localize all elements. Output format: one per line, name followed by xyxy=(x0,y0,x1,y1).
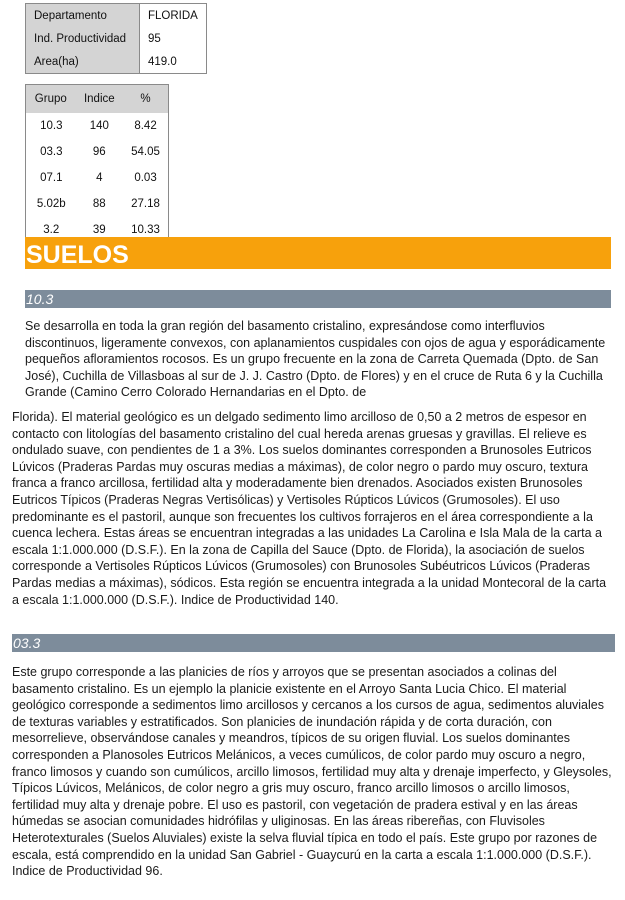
cell-grupo: 10.3 xyxy=(26,113,76,139)
group-header-03-3: 03.3 xyxy=(12,634,615,652)
cell-grupo: 5.02b xyxy=(26,191,76,217)
group-10-3-text-body: Florida). El material geológico es un delgado sedimento limo arcilloso de 0,50 a 2 metros de espesor en contacto con litologías del basamento cristalino del cual hereda arenas gruesas y gravillas. El relieve es ondulado suave, con pendientes de 1 a 3%. Los suelos dominantes corresponden a Brunosoles Eutricos Lúvicos (Praderas Pardas muy oscuras medias a máximas), de color negro o pardo muy oscuro, textura franca a franco arcillosa, fertilidad alta y moderadamente bien drenados. Asociados existen Brunosoles Eutricos Típicos (Praderas Negras Vertisólicas) y Vertisoles Rúpticos Lúvicos (Grumosoles). El uso predominante es el pastoril, aunque son frecuentes los cultivos forrajeros en el área correspondiente a la cuenca lechera. Estas áreas se encuentran integradas a las unidades La Carolina e Isla Mala de la carta a escala 1:1.000.000 (D.S.F.). En la zona de Capilla del Sauce (Dpto. de Florida), la asociación de suelos corresponde a Vertisoles Rúpticos Lúvicos (Grumosoles) con Brunosoles Subéutricos Lúvicos (Praderas Pardas medias a máximas), sódicos. Esta región se encuentra integrada a la unidad Montecoral de la carta a escala 1:1.000.000 (D.S.F.). Indice de Productividad 140. xyxy=(12,410,607,607)
cell-indice: 39 xyxy=(76,217,123,244)
group-header-10-3: 10.3 xyxy=(25,290,611,308)
cell-grupo: 07.1 xyxy=(26,165,76,191)
header-indice: Indice xyxy=(83,93,115,105)
cell-indice: 88 xyxy=(76,191,123,217)
table-row xyxy=(26,113,169,139)
header-percent: % xyxy=(140,93,151,105)
table-row xyxy=(26,139,169,165)
info-value: 95 xyxy=(140,27,207,50)
cell-percent: 10.33 xyxy=(123,217,168,244)
info-label: Ind. Productividad xyxy=(26,27,140,50)
cell-percent: 27.18 xyxy=(123,191,168,217)
table-row xyxy=(26,165,169,191)
table-row xyxy=(26,191,169,217)
info-table xyxy=(25,3,207,74)
group-03-3-text: Este grupo corresponde a las planicies de ríos y arroyos que se presentan asociados a colinas del basamento cristalino. Es un ejemplo la planicie existente en el Arroyo Santa Lucia Chico. El material geológico corresponde a sedimentos limo arcillosos y cercanos a los cursos de agua, sedimentos aluviales de texturas variables y estratificados. Son planicies de inundación rápida y de corta duración, con mesorrelieve, observándose canales y meandros, típicos de su origen fluvial. Los suelos dominantes corresponden a Planosoles Eutricos Melánicos, a veces cumúlicos, de color pardo muy oscuro a negro, franco limosos y cuando son cumúlicos, arcillo limosos, fertilidad muy alta y drenaje imperfecto, y Gleysoles, Típicos Lúvicos, Melánicos, de color negro a gris muy oscuro, franco arcillo limosos o arcillo limosos, fertilidad muy alta y drenaje pobre. El uso es pastoril, con vegetación de pradera estival y en las áreas húmedas se asocian comunidades hidrófilas y uliginosas. En las áreas ribereñas, con Fluvisoles Heterotexturales (Suelos Aluviales) existe la selva fluvial típica en todo el país. Este grupo por razones de escala, está comprendido en la unidad San Gabriel - Guaycurú en la carta a escala 1:1.000.000 (D.S.F.). Indice de Productividad 96. xyxy=(12,665,612,879)
cell-indice: 96 xyxy=(76,139,123,165)
groups-table xyxy=(25,84,169,244)
section-title-suelos: SUELOS xyxy=(25,237,611,269)
info-value: FLORIDA xyxy=(140,4,207,28)
cell-indice: 140 xyxy=(76,113,123,139)
info-label: Area(ha) xyxy=(26,50,140,74)
cell-percent: 8.42 xyxy=(123,113,168,139)
info-row-area xyxy=(26,50,207,74)
info-row-productividad xyxy=(26,27,207,50)
groups-table-header xyxy=(26,85,169,114)
info-label: Departamento xyxy=(26,4,140,28)
cell-grupo: 3.2 xyxy=(26,217,76,244)
cell-percent: 54.05 xyxy=(123,139,168,165)
group-10-3-text-intro: Se desarrolla en toda la gran región del basamento cristalino, expresándose como interfluvios discontinuos, ligeramente convexos, con aplanamientos cuspidales con ojos de agua y esporádicamente pequeños afloramientos rocosos. Es un grupo frecuente en la zona de Carreta Quemada (Dpto. de San José), Cuchilla de Villasboas al sur de J. J. Castro (Dpto. de Flores) y en el cruce de Ruta 6 y la Cuchilla Grande (Camino Cerro Colorado Hernandarias en el Dpto. de xyxy=(25,319,606,400)
info-row-departamento xyxy=(26,4,207,28)
header-grupo: Grupo xyxy=(34,93,67,105)
cell-indice: 4 xyxy=(76,165,123,191)
info-value: 419.0 xyxy=(140,50,207,74)
cell-grupo: 03.3 xyxy=(26,139,76,165)
cell-percent: 0.03 xyxy=(123,165,168,191)
